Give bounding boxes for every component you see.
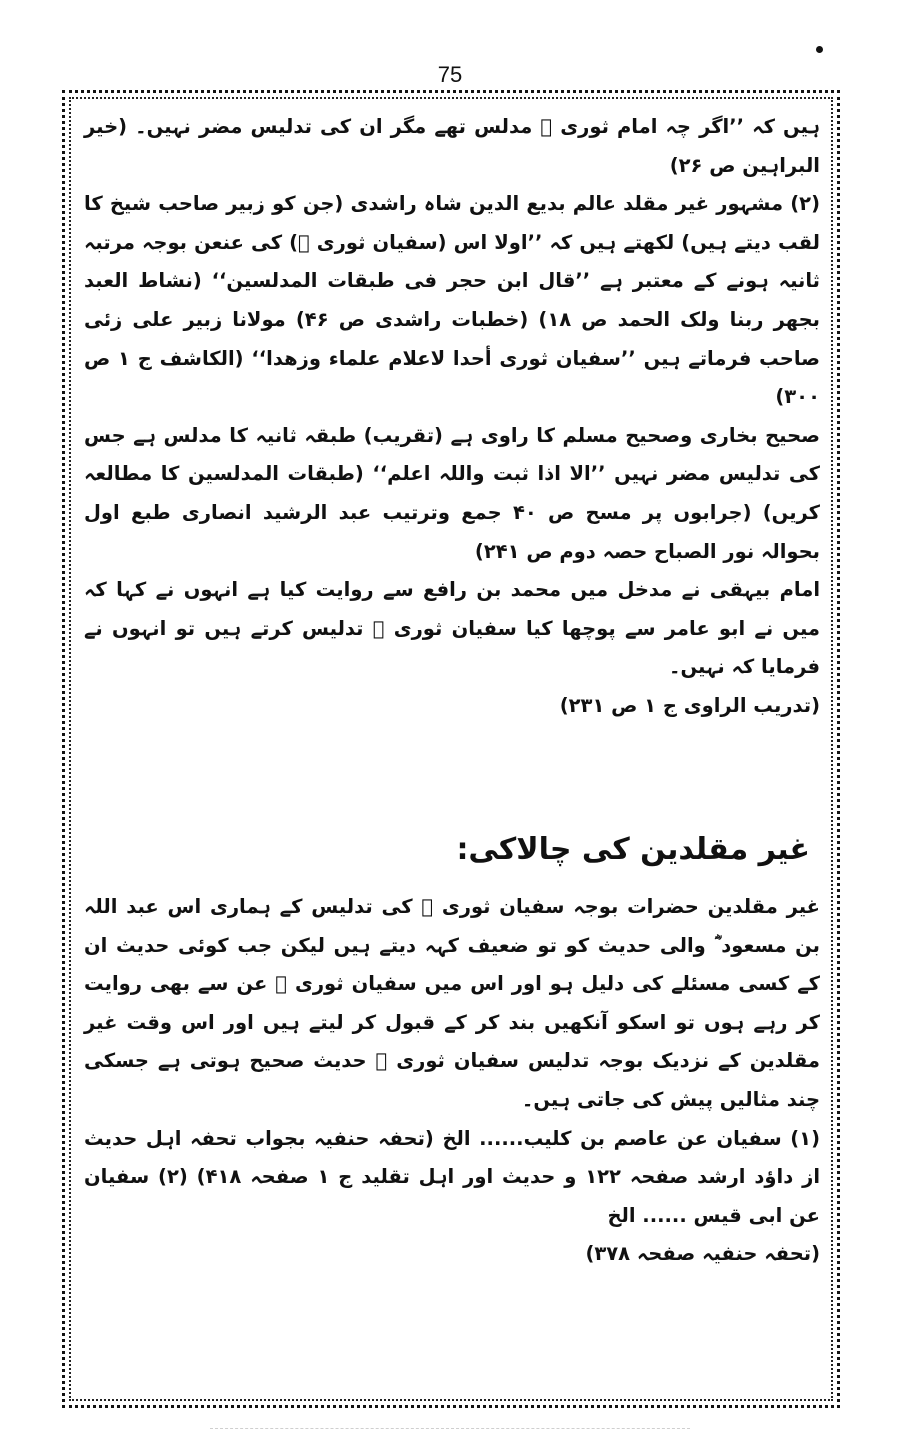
paragraph: (۲) مشہور غیر مقلد عالم بدیع الدین شاہ راشدی (جن کو زبیر صاحب شیخ کا لقب دیتے ہیں) لکھتے ہیں کہ ’’اولا اس (سفیان ثوری ﷫) کی عنعن بوجہ مرتبہ ثانیہ ہونے کے معتبر ہے ’’قال ابن حجر فی طبقات المدلسین‘‘ (نشاط العبد بجھر ربنا ولک الحمد ص ۱۸) (خطبات راشدی ص ۴۶) مولانا زبیر علی زئی صاحب فرماتے ہیں ’’سفیان ثوری أحدا لاعلام علماء وزھدا‘‘ (الکاشف ج ۱ ص ۳۰۰)	[84, 192, 820, 409]
paragraph: (۱) سفیان عن عاصم بن کلیب...... الخ (تحفہ حنفیہ بجواب تحفہ اہل حدیث از داؤد ارشد صفحہ ۱۲۲ و حدیث اور اہل تقلید ج ۱ صفحہ ۴۱۸) (۲) سفیان عن ابی قیس ...... الخ	[84, 1126, 821, 1227]
corner-mark	[816, 46, 823, 53]
section-heading: غیر مقلدین کی چالاکی:	[456, 832, 810, 867]
section-two	[84, 888, 820, 1274]
scan-artifact	[210, 1428, 690, 1443]
paragraph: غیر مقلدین حضرات بوجہ سفیان ثوری ﷫ کی تدلیس کے ہماری اس عبد اللہ بن مسعود ؓ والی حدیث کو تو ضعیف کہہ دیتے ہیں لیکن جب کوئی حدیث ان کے کسی مسئلے کی دلیل ہو اور اس میں سفیان ثوری ﷫ عن سے بھی روایت کر رہے ہوں تو اسکو آنکھیں بند کر کے قبول کر لیتے ہیں اور اس وقت غیر مقلدین کے نزدیک بوجہ تدلیس سفیان ثوری ﷫ حدیث صحیح ہوتی ہے جسکی چند مثالیں پیش کی جاتی ہیں۔	[84, 895, 820, 1111]
page-number: 75	[437, 62, 463, 87]
reference-citation: (تحفہ حنفیہ صفحہ ۳۷۸)	[585, 1242, 820, 1266]
reference-citation: (تدریب الراوی ج ۱ ص ۲۳۱)	[559, 693, 820, 717]
paragraph: ہیں کہ ’’اگر چہ امام ثوری ﷫ مدلس تھے مگر ان کی تدلیس مضر نہیں۔ (خیر البراہین ص ۲۶)	[84, 115, 820, 177]
section-one	[84, 108, 820, 726]
paragraph: امام بیہقی نے مدخل میں محمد بن رافع سے روایت کیا ہے انہوں نے کہا کہ میں نے ابو عامر سے پوچھا کیا سفیان ثوری ﷫ تدلیس کرتے ہیں تو انہوں نے فرمایا کہ نہیں۔	[84, 578, 820, 679]
paragraph: صحیح بخاری وصحیح مسلم کا راوی ہے (تقریب) طبقہ ثانیہ کا مدلس ہے جس کی تدلیس مضر نہیں ’’الا اذا ثبت واللہ اعلم‘‘ (طبقات المدلسین کا مطالعہ کریں) (جرابوں پر مسح ص ۴۰ جمع وترتیب عبد الرشید انصاری طبع اول بحوالہ نور الصباح حصہ دوم ص ۲۴۱)	[84, 423, 821, 563]
